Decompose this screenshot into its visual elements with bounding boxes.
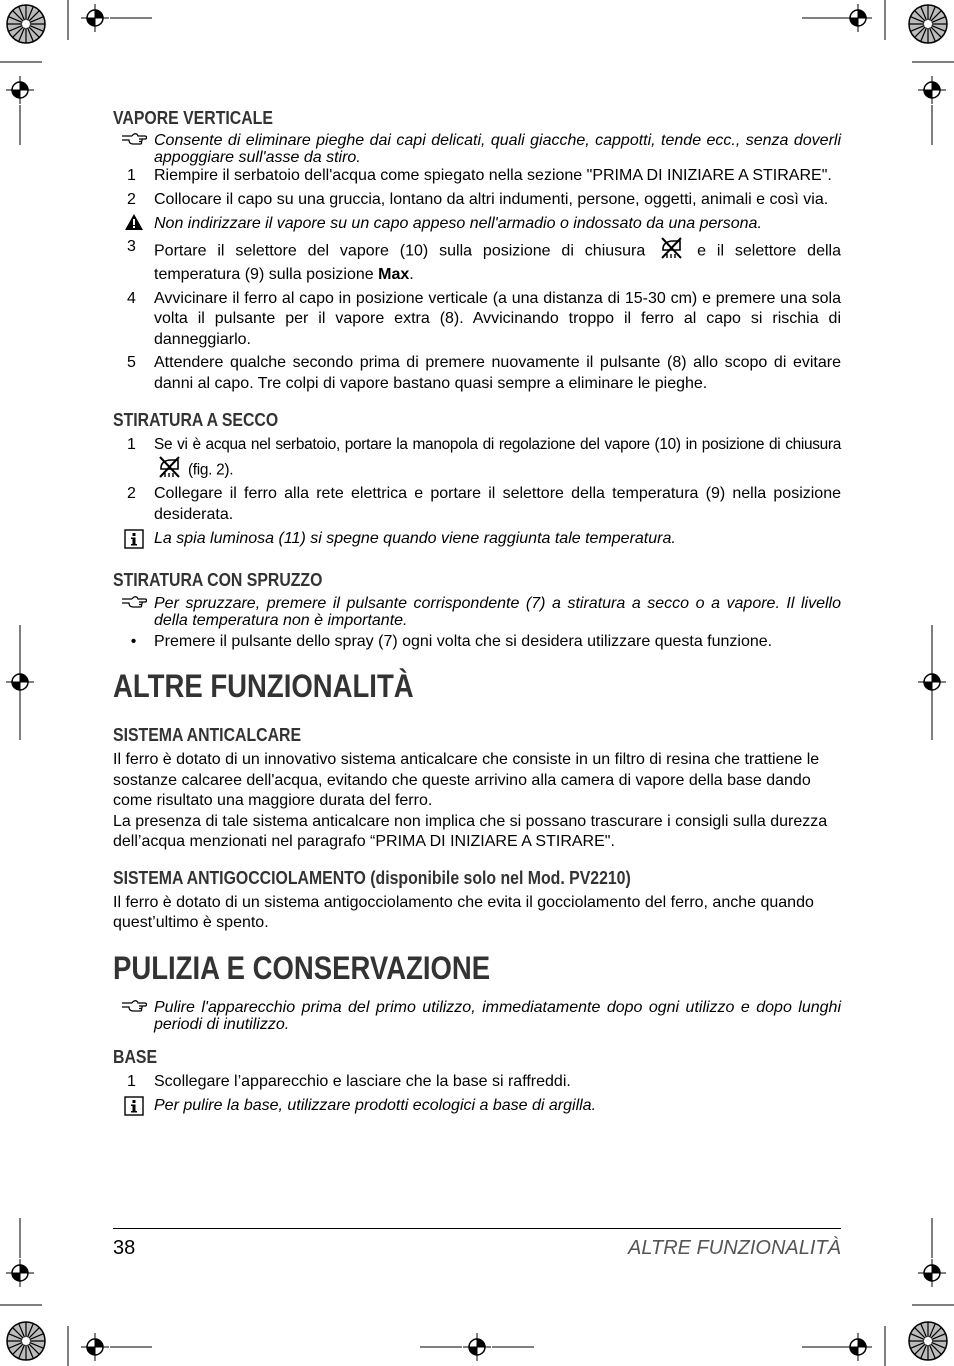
step-number: 5 [127, 354, 136, 371]
pointing-hand-icon [113, 595, 154, 629]
pointing-hand-icon [113, 132, 154, 166]
paragraph: Il ferro è dotato di un sistema antigocciolamento che evita il gocciolamento del ferro, anche quando quest’ultimo è spento. [113, 893, 814, 931]
list-item [113, 237, 841, 286]
step-number: 4 [127, 289, 136, 307]
list-item [113, 289, 841, 351]
running-title: ALTRE FUNZIONALITÀ [628, 1237, 841, 1259]
note-text: Pulire l'apparecchio prima del primo utilizzo, immediatamente dopo ogni utilizzo e dopo lunghi periodi di inutilizzo. [154, 998, 841, 1033]
chapter-title-pulizia: PULIZIA E CONSERVAZIONE [113, 949, 491, 986]
steam-off-icon [157, 456, 181, 485]
note-row [113, 595, 841, 629]
step-text-part: (fig. 2). [187, 460, 234, 478]
page-number: 38 [113, 1237, 136, 1259]
page-footer [113, 1228, 841, 1259]
chapter-title-altre-funzionalita: ALTRE FUNZIONALITÀ [113, 668, 414, 704]
step-number: 2 [127, 190, 136, 208]
step-text: Scollegare l’apparecchio e lasciare che la base si raffreddi. [154, 1072, 571, 1090]
list-item [113, 484, 841, 525]
section-title-stiratura-spruzzo: STIRATURA CON SPRUZZO [113, 569, 323, 590]
section-title-stiratura-secco: STIRATURA A SECCO [113, 410, 279, 430]
pointing-hand-icon [113, 999, 154, 1033]
step-number: 1 [127, 436, 136, 453]
section-title-antigocciolamento: SISTEMA ANTIGOCCIOLAMENTO (disponibile solo nel Mod. PV2210) [113, 867, 631, 888]
paragraph: Il ferro è dotato di un innovativo sistema anticalcare che consiste in un filtro di resina che trattiene le sostanze calcaree dell'acqua, evitando che queste arrivino alla camera di vapore della base dando come risultato una maggiore durata del ferro. [113, 751, 820, 809]
bullet-text: Premere il pulsante dello spray (7) ogni volta che si desidera utilizzare questa funzione. [154, 632, 773, 650]
list-item [113, 1072, 841, 1093]
step-text [154, 435, 841, 484]
step-number: 1 [127, 1072, 136, 1090]
step-number: 2 [127, 485, 136, 502]
note-row [113, 132, 841, 166]
info-row [113, 529, 841, 556]
step-text: Attendere qualche secondo prima di premere nuovamente il pulsante (8) allo scopo di evitare danni al capo. Tre colpi di vapore bastano quasi sempre a eliminare le pieghe. [154, 354, 841, 392]
step-text: Collocare il capo su una gruccia, lontano da altri indumenti, persone, oggetti, animali e così via. [154, 190, 829, 208]
note-text: Consente di eliminare pieghe dai capi delicati, quali giacche, cappotti, tende ecc., senza doverli appoggiare sull'asse da stiro. [154, 132, 841, 166]
step-number: 1 [127, 167, 136, 184]
warning-text: Non indirizzare il vapore su un capo appeso nell'armadio o indossato da una persona. [154, 215, 762, 232]
list-item [113, 353, 841, 394]
step-text: Avvicinare il ferro al capo in posizione verticale (a una distanza di 15-30 cm) e premere una sola volta il pulsante per il vapore extra (8). Avvicinando troppo il ferro al capo si rischia di danneggiarlo. [154, 289, 841, 348]
section-title-vapore-verticale: VAPORE VERTICALE [113, 108, 273, 128]
section-title-anticalcare: SISTEMA ANTICALCARE [113, 725, 302, 745]
list-item [113, 190, 841, 211]
list-item [113, 632, 841, 653]
section-title-base: BASE [113, 1046, 158, 1067]
step-text: Collegare il ferro alla rete elettrica e portare il selettore della temperatura (9) nella posizione desiderata. [154, 485, 841, 523]
paragraph: La presenza di tale sistema anticalcare non implica che si possano trascurare i consigli sulla durezza dell’acqua menzionati nel paragrafo “PRIMA DI INIZIARE A STIRARE". [113, 812, 828, 850]
step-text: Riempire il serbatoio dell'acqua come spiegato nella sezione "PRIMA DI INIZIARE A STIRARE". [154, 167, 832, 184]
list-item [113, 435, 841, 484]
info-icon [113, 1096, 154, 1123]
list-item [113, 166, 841, 187]
step-text-bold: Max [378, 266, 410, 283]
info-text: Per pulire la base, utilizzare prodotti ecologici a base di argilla. [154, 1097, 597, 1114]
bullet: • [130, 632, 137, 650]
step-text [154, 237, 841, 286]
note-text: Per spruzzare, premere il pulsante corrispondente (7) a stiratura a secco o a vapore. Il livello della temperatura non è importante. [154, 594, 841, 629]
warning-triangle-icon [113, 214, 154, 237]
step-text-end: . [409, 266, 414, 283]
info-row [113, 1096, 841, 1123]
info-text: La spia luminosa (11) si spegne quando viene raggiunta tale temperatura. [154, 530, 676, 547]
step-text-part: Se vi è acqua nel serbatoio, portare la manopola di regolazione del vapore (10) in posizione di chiusura [154, 436, 841, 453]
step-text-part: e il selettore della temperatura (9) sulla posizione [154, 241, 841, 283]
steam-off-icon [659, 237, 683, 266]
page-content [113, 108, 841, 1123]
warning-row [113, 214, 841, 237]
step-text-part: Portare il selettore del vapore (10) sulla posizione di chiusura [154, 241, 646, 259]
info-icon [113, 529, 154, 556]
note-row [113, 999, 841, 1033]
step-number: 3 [127, 237, 136, 255]
